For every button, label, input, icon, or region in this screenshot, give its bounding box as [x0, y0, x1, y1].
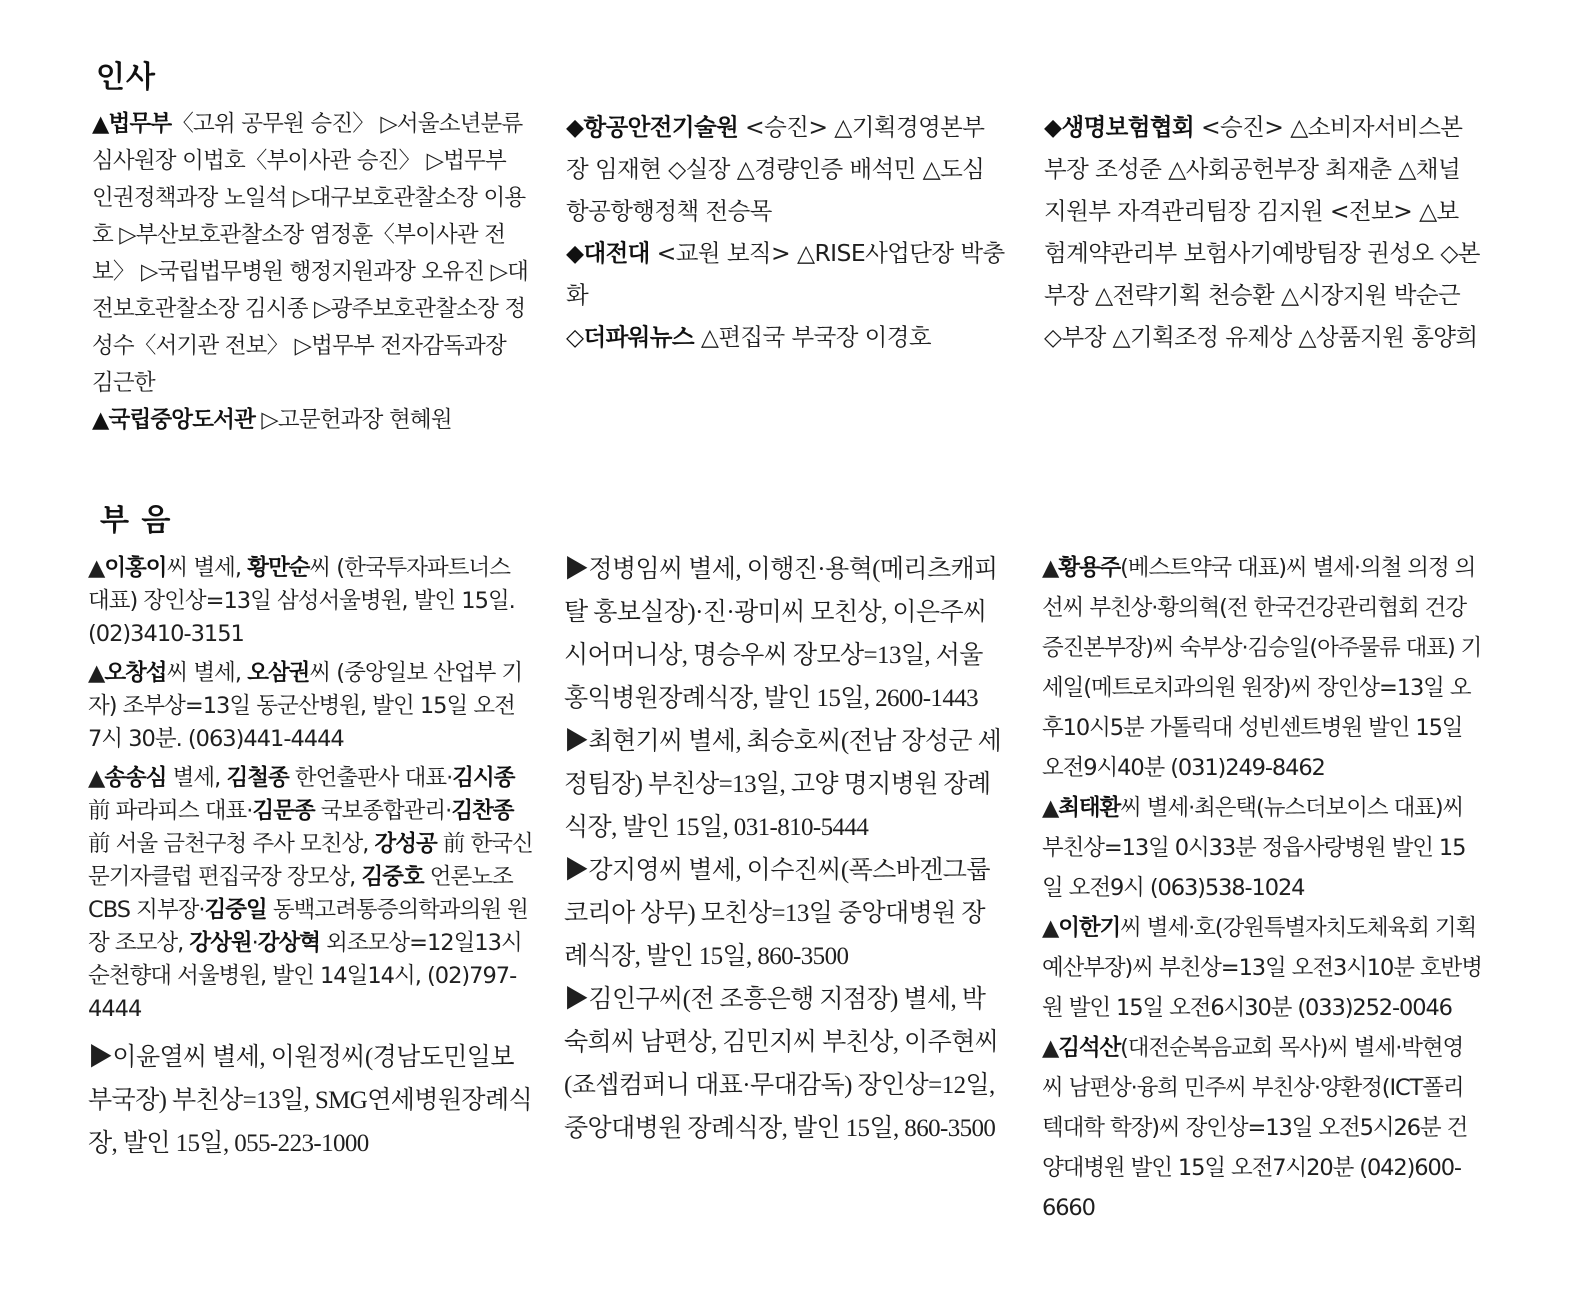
person-name: 오삼권: [247, 660, 310, 686]
insa-item: ◆대전대 <교원 보직> △RISE사업단장 박충화: [566, 239, 1005, 309]
obituary-item: ▲송송심 별세, 김철종 한언출판사 대표·김시종 前 파라피스 대표·김문종 국보종합관리·김찬종 前 서울 금천구청 주사 모친상, 강성공 前 한국신문기자클럽 편집국장 장모상, 김중호 언론노조 CBS 지부장·김중일 동백고려통증의학과의원 원장 조모상, 강상원·강상혁 외조모상=12일13시 순천향대 서울병원, 발인 14일14시, (02)797-4444: [88, 765, 533, 1022]
insa-column-3: [1044, 106, 1480, 358]
obituary-item: ▶이윤열씨 별세, 이원정씨(경남도민일보 부국장) 부친상=13일, SMG연세병원장례식장, 발인 15일, 055-223-1000: [88, 1044, 533, 1157]
person-name: 이한기: [1058, 915, 1121, 941]
bueum-column-1: [88, 552, 534, 1032]
person-name: 김중일: [204, 897, 267, 923]
obituary-item: ▲황용주(베스트약국 대표)씨 별세·의철 의정 의선씨 부친상·황의혁(전 한국건강관리협회 건강증진본부장)씨 숙부상·김승일(아주물류 대표) 기세일(메트로치과의원 원장)씨 장인상=13일 오후10시5분 가톨릭대 성빈센트병원 발인 15일 오전9시40분 (031)249-8462: [1042, 555, 1482, 781]
insa-item: ◇더파워뉴스 △편집국 부국장 이경호: [566, 323, 931, 351]
obituary-item: ▲이홍이씨 별세, 황만순씨 (한국투자파트너스 대표) 장인상=13일 삼성서울병원, 발인 15일. (02)3410-3151: [88, 555, 515, 647]
person-name: 김문종: [252, 798, 315, 824]
person-name: 강상혁: [257, 930, 320, 956]
obituary-item: ▶강지영씨 별세, 이수진씨(폭스바겐그룹코리아 상무) 모친상=13일 중앙대병원 장례식장, 발인 15일, 860-3500: [564, 857, 990, 970]
person-name: 김석산: [1058, 1035, 1121, 1061]
person-name: 강성공: [374, 831, 437, 857]
person-name: 김시종: [452, 765, 515, 791]
obituary-item: ▶최현기씨 별세, 최승호씨(전남 장성군 세정팀장) 부친상=13일, 고양 명지병원 장례식장, 발인 15일, 031-810-5444: [564, 728, 1002, 841]
bueum-column-1b: [88, 1036, 534, 1165]
insa-item: ◆항공안전기술원 <승진> △기획경영본부장 임재현 ◇실장 △경량인증 배석민 △도심항공항행정책 전승목: [566, 113, 985, 225]
insa-column-2: [566, 106, 1006, 358]
person-name: 황만순: [247, 555, 310, 581]
person-name: 김철종: [226, 765, 289, 791]
obituary-item: ▲김석산(대전순복음교회 목사)씨 별세·박현영씨 남편상·융희 민주씨 부친상·양환정(ICT폴리텍대학 학장)씨 장인상=13일 오전5시26분 건양대병원 발인 15일 오전7시20분 (042)600-6660: [1042, 1035, 1468, 1221]
person-name: 김찬종: [451, 798, 514, 824]
insa-item: ◆생명보험협회 <승진> △소비자서비스본부장 조성준 △사회공헌부장 최재춘 △채널지원부 자격관리팀장 김지원 <전보> △보험계약관리부 보험사기예방팀장 권성오 ◇본부장 △전략기획 천승환 △시장지원 박순근 ◇부장 △기획조정 유제상 △상품지원 홍양희: [1044, 113, 1480, 351]
insa-heading: 인사: [96, 60, 156, 95]
insa-item: ▲법무부〈고위 공무원 승진〉 ▷서울소년분류심사원장 이법호〈부이사관 승진〉 ▷법무부 인권정책과장 노일석 ▷대구보호관찰소장 이용호 ▷부산보호관찰소장 염정훈〈부이사관 전보〉 ▷국립법무병원 행정지원과장 오유진 ▷대전보호관찰소장 김시종 ▷광주보호관찰소장 정성수〈서기관 전보〉 ▷법무부 전자감독과장 김근한: [92, 111, 529, 396]
person-name: 오창섭: [104, 660, 167, 686]
insa-item: ▲국립중앙도서관 ▷고문헌과장 현혜원: [92, 407, 452, 433]
person-name: 송송심: [104, 765, 167, 791]
insa-column-1: [92, 106, 532, 439]
obituary-item: ▲최태환씨 별세·최은택(뉴스더보이스 대표)씨 부친상=13일 0시33분 정읍사랑병원 발인 15일 오전9시 (063)538-1024: [1042, 795, 1466, 901]
person-name: 황용주: [1058, 555, 1121, 581]
person-name: 최태환: [1058, 795, 1121, 821]
bueum-column-2: [564, 548, 1006, 1150]
obituary-item: ▲이한기씨 별세·호(강원특별자치도체육회 기획예산부장)씨 부친상=13일 오전3시10분 호반병원 발인 15일 오전6시30분 (033)252-0046: [1042, 915, 1482, 1021]
obituary-item: ▲오창섭씨 별세, 오삼권씨 (중앙일보 산업부 기자) 조부상=13일 동군산병원, 발인 15일 오전 7시 30분. (063)441-4444: [88, 660, 523, 752]
bueum-heading: 부 음: [100, 503, 172, 538]
bueum-column-3: [1042, 548, 1482, 1228]
person-name: 이홍이: [104, 555, 167, 581]
obituary-item: ▶김인구씨(전 조흥은행 지점장) 별세, 박숙희씨 남편상, 김민지씨 부친상, 이주현씨(죠셉컴퍼니 대표·무대감독) 장인상=12일, 중앙대병원 장례식장, 발인 15일, 860-3500: [564, 986, 999, 1142]
person-name: 김중호: [361, 864, 424, 890]
person-name: 강상원: [189, 930, 252, 956]
obituary-item: ▶정병임씨 별세, 이행진·용혁(메리츠캐피탈 홍보실장)·진·광미씨 모친상, 이은주씨 시어머니상, 명승우씨 장모상=13일, 서울 홍익병원장례식장, 발인 15일, 2600-1443: [564, 556, 998, 712]
